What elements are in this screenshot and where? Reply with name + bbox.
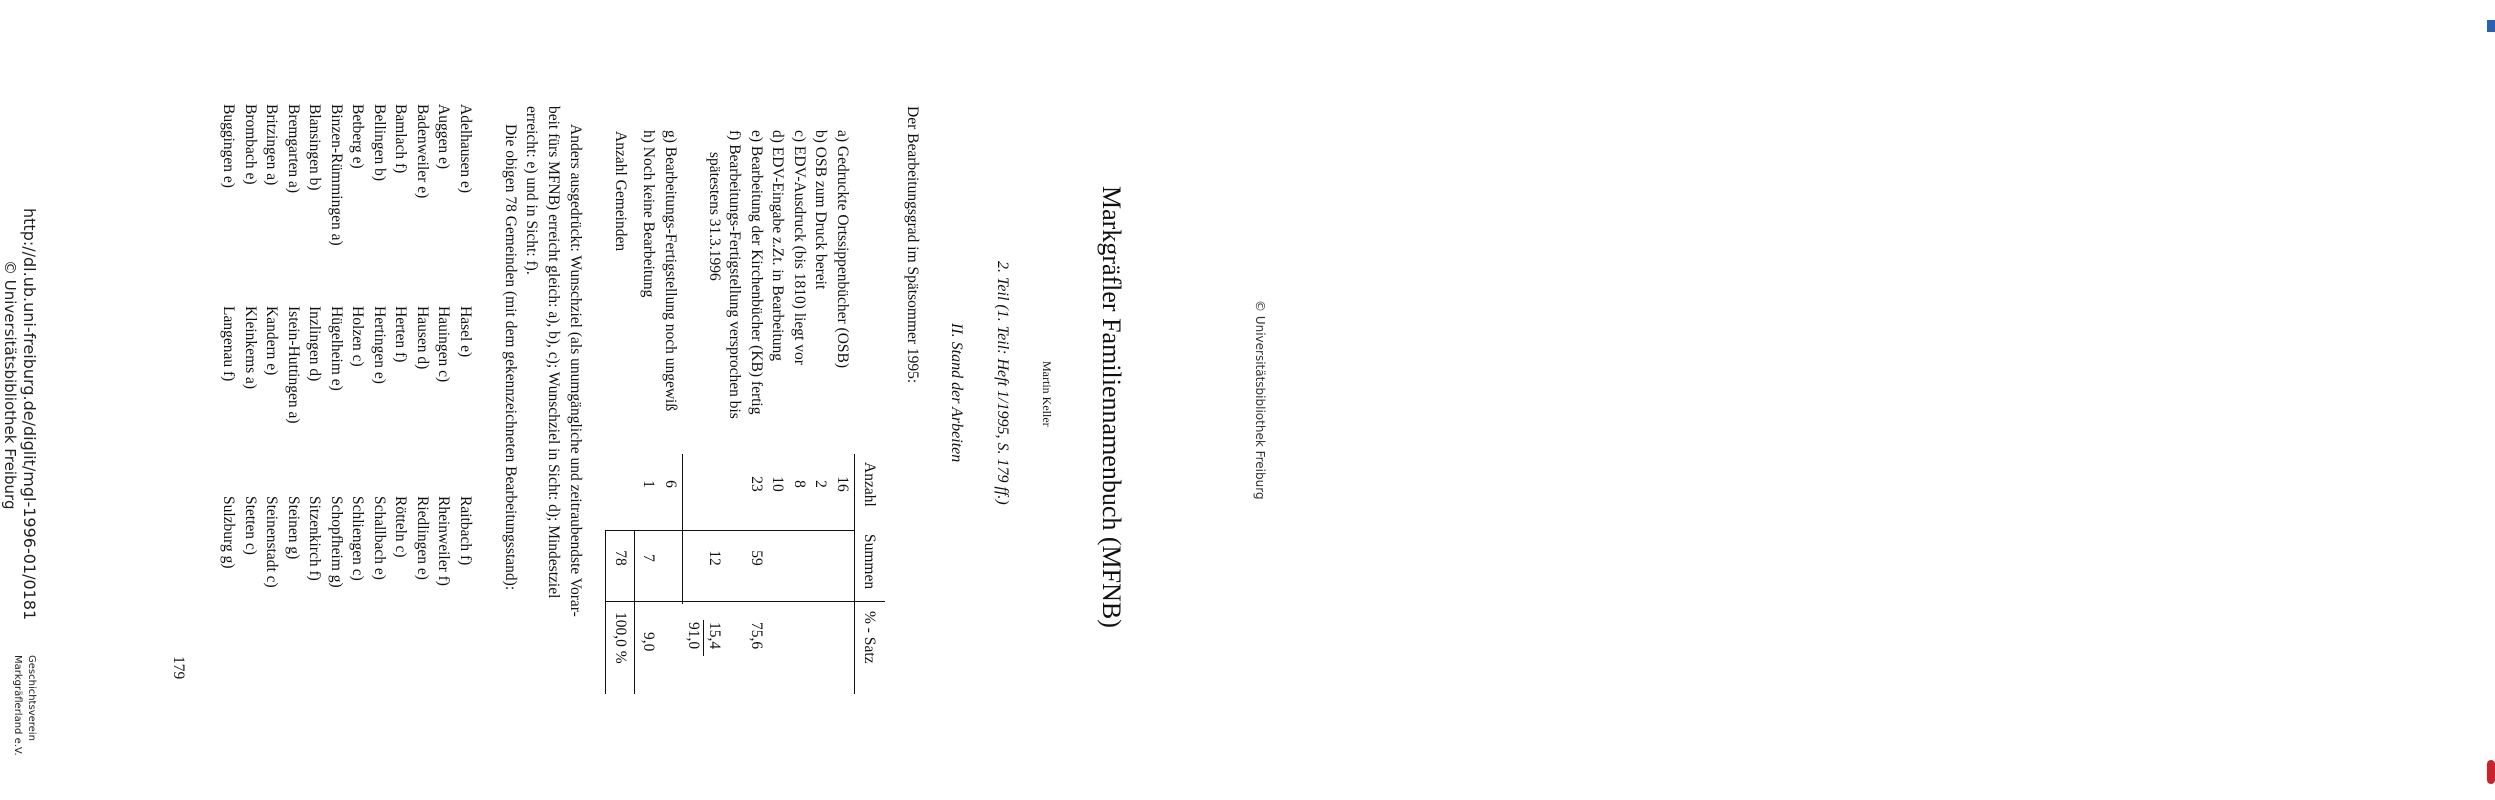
section-heading: II. Stand der Arbeiten	[948, 323, 965, 463]
row-c-anzahl: 8	[791, 480, 808, 488]
row-h-anzahl: 1	[640, 480, 657, 488]
society-name-2: Markgräflerland e.V.	[12, 655, 23, 756]
list-item: Raitbach f)	[457, 496, 474, 566]
list-item: Schallbach e)	[371, 496, 388, 580]
row-f-summe: 12	[706, 550, 723, 566]
total-label: Anzahl Gemeinden	[612, 131, 629, 252]
paragraph-line-1: Anders ausgedrückt: Wunschziel (als unumgängliche und zeitraubendste Vorar-	[567, 124, 584, 617]
row-f-subtotal: 91,0	[685, 622, 702, 650]
row-a-label: a) Gedruckte Ortssippenbücher (OSB)	[834, 130, 851, 369]
list-item: Brombach e)	[242, 104, 259, 185]
row-b-anzahl: 2	[812, 480, 829, 488]
total-rule	[634, 530, 635, 694]
list-item: Bremgarten a)	[285, 104, 302, 194]
page-title: Markgräfler Familiennamenbuch (MFNB)	[1097, 186, 1126, 628]
list-item: Kleinkems a)	[242, 306, 259, 390]
prozent-divider	[605, 601, 855, 602]
part-subtitle: 2. Teil (1. Teil: Heft 1/1995, S. 179 ff.)	[994, 261, 1011, 505]
row-g-label: g) Bearbeitungs-Fertigstellung noch ungewiß	[662, 130, 679, 412]
list-item: Schopfheim g)	[328, 496, 345, 588]
mid-rule	[682, 454, 683, 604]
intro-text: Der Bearbeitungsgrad im Spätsommer 1995:	[904, 106, 921, 384]
row-d-anzahl: 10	[769, 476, 786, 492]
row-g-anzahl: 6	[662, 480, 679, 488]
row-h-summe: 7	[640, 554, 657, 562]
list-item: Langenau f)	[220, 306, 238, 382]
list-item: Hertingen e)	[371, 306, 388, 384]
list-item: Kandern e)	[263, 306, 281, 376]
list-item: Steinen g)	[285, 496, 302, 560]
list-item: Badenweiler e)	[414, 104, 431, 199]
list-item: Hasel e)	[457, 306, 474, 358]
list-item: Riedlingen e)	[414, 496, 431, 580]
row-h-label: h) Noch keine Bearbeitung	[640, 130, 657, 298]
subtotal-rule	[703, 620, 704, 656]
total-summe: 78	[612, 550, 629, 566]
author-name: Martin Keller	[1040, 361, 1054, 427]
municipality-column-3	[218, 496, 476, 588]
list-item: Betberg e)	[349, 104, 367, 169]
page-number: 179	[170, 656, 187, 680]
list-item: Binzen-Rümmingen a)	[328, 104, 345, 246]
row-b-label: b) OSB zum Druck bereit	[812, 130, 829, 290]
list-item: Steinenstadt c)	[263, 496, 281, 588]
row-f-label: f) Bearbeitungs-Fertigstellung versprochen bis	[726, 130, 743, 419]
municipality-column-2	[218, 306, 476, 424]
list-item: Stetten c)	[242, 496, 259, 555]
row-f-prozent: 15,4	[706, 622, 723, 650]
row-e-summe: 59	[748, 550, 765, 566]
list-item: Rheinweiler f)	[435, 496, 453, 586]
edge-logo-icon	[2487, 20, 2495, 32]
list-item: Holzen c)	[349, 306, 367, 367]
row-d-label: d) EDV-Eingabe z.Zt. in Bearbeitung	[769, 130, 786, 362]
summen-divider	[605, 530, 855, 531]
paragraph-line-2: beit fürs MFNB) erreicht gleich: a), b), c); Wunschziel in Sicht: d); Mindestziel	[545, 106, 562, 599]
top-attribution: © Universitätsbibliothek Freiburg	[1253, 300, 1267, 500]
list-item: Sulzburg g)	[220, 496, 238, 569]
list-item: Herten f)	[392, 306, 410, 363]
list-item: Istein-Huttingen a)	[285, 306, 302, 424]
row-c-label: c) EDV-Ausdruck (bis 1810) liegt vor	[791, 130, 808, 365]
total-prozent: 100,0 %	[612, 612, 629, 664]
list-item: Hauingen c)	[435, 306, 453, 383]
list-item: Bellingen b)	[371, 104, 388, 182]
list-item: Inzlingen d)	[306, 306, 324, 382]
row-f-label-cont: spätestens 31.3.1996	[706, 152, 723, 281]
row-h-prozent: 9,0	[640, 632, 657, 652]
list-item: Britzingen a)	[263, 104, 281, 186]
list-item: Hausen d)	[414, 306, 431, 370]
paragraph-line-3: erreicht: e) und in Sicht: f).	[523, 106, 540, 275]
header-prozent: % - Satz	[861, 611, 878, 664]
row-e-anzahl: 23	[748, 476, 765, 492]
row-e-prozent: 75,6	[748, 622, 765, 650]
row-e-label: e) Bearbeitung der Kirchenbücher (KB) fertig	[748, 130, 765, 415]
list-item: Rötteln c)	[392, 496, 410, 558]
list-item: Sitzenkirch f)	[306, 496, 324, 581]
header-anzahl: Anzahl	[861, 462, 878, 507]
header-rule	[854, 454, 855, 694]
list-item: Adelhausen e)	[457, 104, 474, 194]
municipality-column-1	[218, 104, 476, 246]
header-divider	[855, 601, 885, 602]
row-a-anzahl: 16	[834, 476, 851, 492]
list-item: Bamlach f)	[392, 104, 410, 174]
paragraph-line-4: Die obigen 78 Gemeinden (mit dem gekennzeichneten Bearbeitungsstand):	[502, 124, 519, 591]
list-item: Buggingen e)	[220, 104, 238, 188]
header-summen: Summen	[861, 534, 878, 590]
table-bottom-rule	[605, 530, 606, 694]
list-item: Auggen e)	[435, 104, 453, 169]
library-credit: © Universitätsbibliothek Freiburg	[1, 260, 19, 510]
society-name-1: Geschichtsverein	[26, 655, 37, 741]
list-item: Schliengen c)	[349, 496, 367, 581]
source-url[interactable]: http://dl.ub.uni-freiburg.de/diglit/mgl-1996-01/0181	[20, 208, 39, 621]
list-item: Blansingen b)	[306, 104, 324, 191]
list-item: Hügelheim e)	[328, 306, 345, 391]
edge-crest-icon	[2487, 760, 2495, 784]
